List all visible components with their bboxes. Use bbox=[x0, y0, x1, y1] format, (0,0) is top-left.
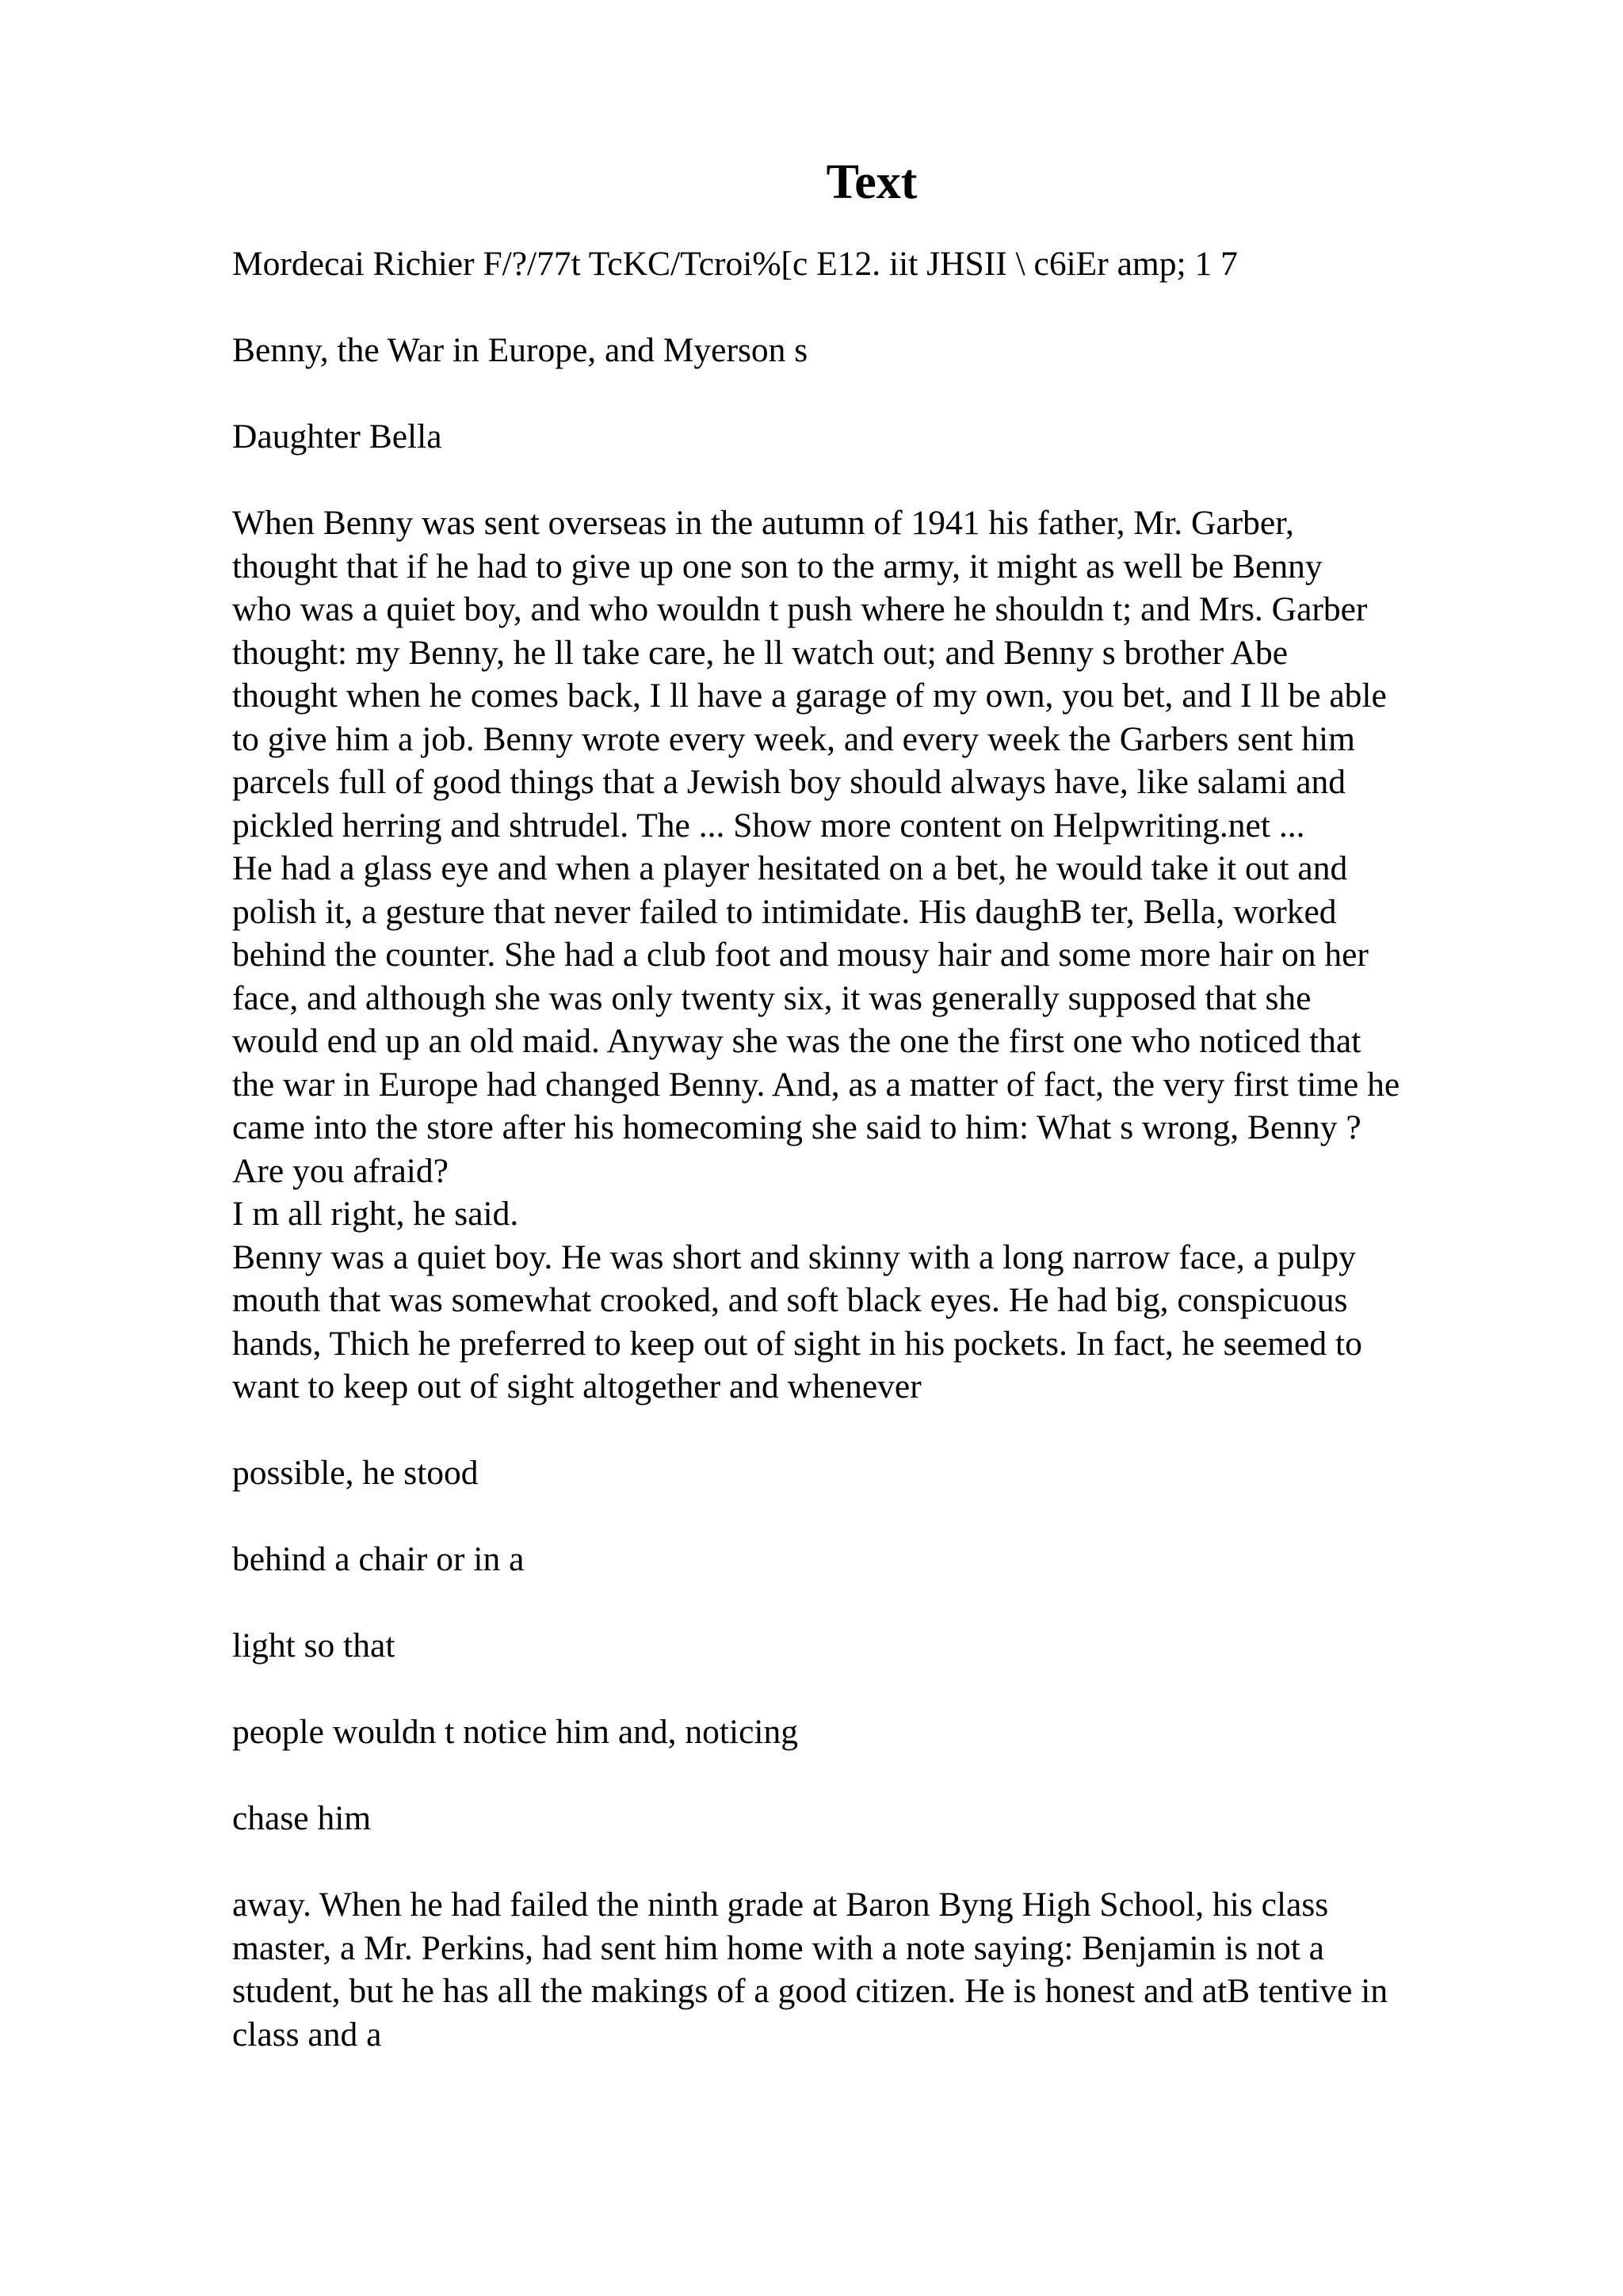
story-title-line-2: Daughter Bella bbox=[232, 418, 442, 456]
fragment-line: people wouldn t notice him and, noticing bbox=[232, 1713, 798, 1751]
text-line: pickled herring and shtrudel. The ... Show more content on Helpwriting.net ... bbox=[232, 806, 1305, 845]
text-line: face, and although she was only twenty six, it was generally supposed that she bbox=[232, 978, 1312, 1017]
document-body bbox=[232, 242, 1532, 2056]
text-line: class and a bbox=[232, 2015, 382, 2054]
text-line: student, but he has all the makings of a good citizen. He is honest and atB tentive in bbox=[232, 1972, 1388, 2010]
text-line: parcels full of good things that a Jewish boy should always have, like salami and bbox=[232, 763, 1346, 801]
text-line: I m all right, he said. bbox=[232, 1195, 519, 1233]
fragment-line: chase him bbox=[232, 1799, 372, 1837]
paragraph-1 bbox=[232, 502, 1532, 1409]
text-line: want to keep out of sight altogether and whenever bbox=[232, 1367, 922, 1405]
text-line: thought that if he had to give up one son to the army, it might as well be Benny bbox=[232, 547, 1323, 585]
text-line: Benny was a quiet boy. He was short and skinny with a long narrow face, a pulpy bbox=[232, 1238, 1356, 1276]
text-line: polish it, a gesture that never failed to intimidate. His daughB ter, Bella, worked bbox=[232, 892, 1337, 931]
story-title-line-1: Benny, the War in Europe, and Myerson s bbox=[232, 331, 808, 369]
text-line: He had a glass eye and when a player hesitated on a bet, he would take it out and bbox=[232, 849, 1348, 887]
text-line: would end up an old maid. Anyway she was the one the first one who noticed that bbox=[232, 1022, 1361, 1060]
fragment-line: light so that bbox=[232, 1627, 395, 1665]
text-line: who was a quiet boy, and who wouldn t push where he shouldn t; and Mrs. Garber bbox=[232, 590, 1368, 628]
text-line: Are you afraid? bbox=[232, 1151, 449, 1190]
header-line: Mordecai Richier F/?/77t TcKC/Tcroi%[c E12. iit JHSII \ c6iEr amp; 1 7 bbox=[232, 245, 1238, 283]
text-line: away. When he had failed the ninth grade at Baron Byng High School, his class bbox=[232, 1886, 1329, 1924]
text-line: to give him a job. Benny wrote every week, and every week the Garbers sent him bbox=[232, 719, 1355, 758]
paragraph-2 bbox=[232, 1883, 1532, 2056]
text-line: hands, Thich he preferred to keep out of sight in his pockets. In fact, he seemed to bbox=[232, 1324, 1362, 1363]
text-line: When Benny was sent overseas in the autumn of 1941 his father, Mr. Garber, bbox=[232, 504, 1294, 542]
text-line: thought when he comes back, I ll have a garage of my own, you bet, and I ll be able bbox=[232, 677, 1387, 715]
text-line: behind the counter. She had a club foot and mousy hair and some more hair on her bbox=[232, 936, 1369, 974]
text-line: mouth that was somewhat crooked, and soft black eyes. He had big, conspicuous bbox=[232, 1281, 1348, 1319]
fragment-line: behind a chair or in a bbox=[232, 1540, 525, 1578]
text-line: came into the store after his homecoming she said to him: What s wrong, Benny ? bbox=[232, 1108, 1361, 1146]
text-line: the war in Europe had changed Benny. And, as a matter of fact, the very first time he bbox=[232, 1065, 1400, 1104]
text-line: thought: my Benny, he ll take care, he ll watch out; and Benny s brother Abe bbox=[232, 633, 1289, 672]
document-title: Text bbox=[826, 155, 918, 209]
fragment-line: possible, he stood bbox=[232, 1454, 479, 1492]
text-line: master, a Mr. Perkins, had sent him home with a note saying: Benjamin is not a bbox=[232, 1928, 1324, 1967]
